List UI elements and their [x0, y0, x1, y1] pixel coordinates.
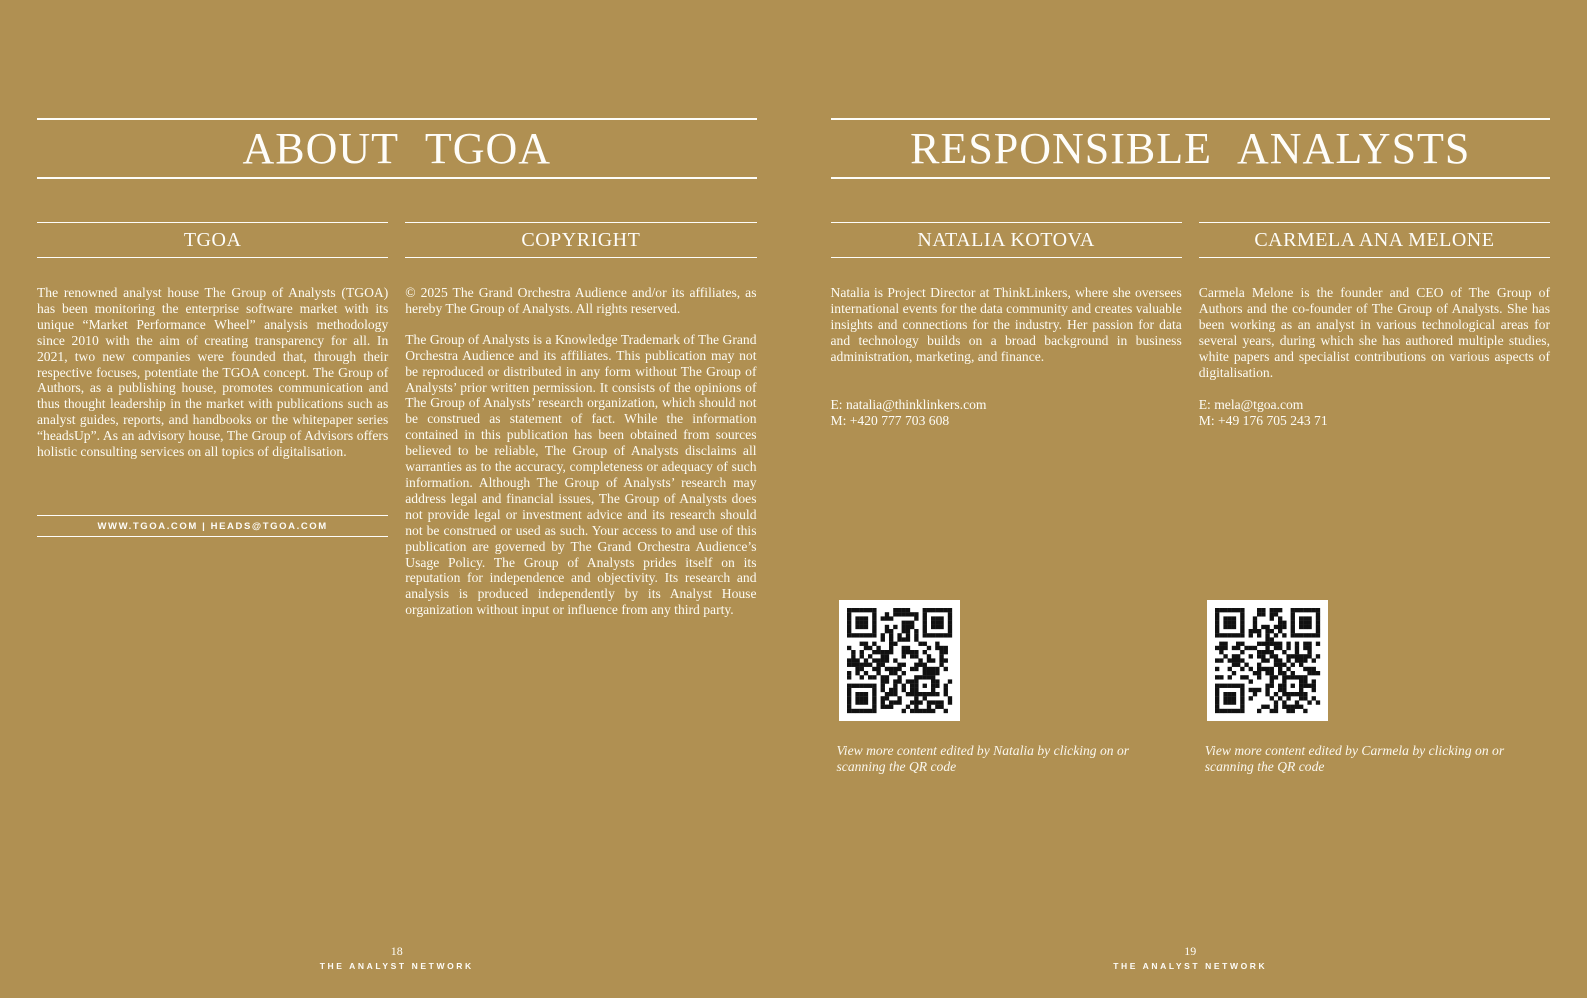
- left-page-footer: [0, 945, 794, 971]
- tgoa-subheader: [37, 222, 388, 258]
- copyright-notice-text: © 2025 The Grand Orchestra Audience and/or its affiliates, as hereby The Group of Analysts. All rights reserved.: [405, 285, 757, 316]
- person-email: E: mela@tgoa.com: [1198, 397, 1304, 412]
- tgoa-heading: TGOA: [183, 228, 242, 251]
- person-name: NATALIA KOTOVA: [917, 228, 1095, 251]
- person-contact-block: [831, 397, 987, 429]
- tgoa-column: [37, 222, 388, 832]
- page-responsible-analysts: [794, 0, 1587, 998]
- person-name: CARMELA ANA MELONE: [1254, 228, 1495, 251]
- natalia-subheader: [831, 222, 1182, 258]
- person-bio: Natalia is Project Director at ThinkLinkers, where she oversees international events for the data community and creates valuable insights and connections for the industry. Her passion for data and technology builds on a broad background in business administration, marketing, and finance.: [830, 285, 1182, 364]
- page-title: RESPONSIBLE ANALYSTS: [910, 124, 1471, 173]
- qr-code[interactable]: [1207, 600, 1328, 721]
- footer-network-label: THE ANALYST NETWORK: [319, 961, 474, 971]
- footer-network-label: THE ANALYST NETWORK: [1113, 961, 1268, 971]
- qr-caption: View more content edited by Carmela by clicking on or scanning the QR code: [1204, 743, 1505, 775]
- copyright-column: [405, 222, 756, 832]
- person-bio: Carmela Melone is the founder and CEO of The Group of Authors and the co-founder of The Group of Analysts. She has been working as an analyst in various technological areas for several years, during which she has authored multiple studies, white papers and specialist contributions on various aspects of digitalisation.: [1198, 285, 1550, 380]
- tgoa-contact-badge-label: WWW.TGOA.COM | HEADS@TGOA.COM: [97, 520, 328, 532]
- right-page-header: [831, 118, 1551, 179]
- tgoa-body-text: The renowned analyst house The Group of Analysts (TGOA) has been monitoring the enterprise software market with its unique “Market Performance Wheel” analysis methodology since 2010 with the aim of creating transparency for all. In 2021, two new companies were founded that, through their respective focuses, potentiate the TGOA concept. The Group of Authors, as a publishing house, promotes communication and thus thought leadership in the market with publications such as analyst guides, reports, and handbooks or the whitepaper series “headsUp”. As an advisory house, The Group of Advisors offers holistic consulting services on all topics of digitalisation.: [37, 285, 389, 460]
- person-email: E: natalia@thinklinkers.com: [830, 397, 987, 412]
- left-page-columns: [37, 222, 757, 832]
- person-mobile: M: +49 176 705 243 71: [1198, 413, 1328, 428]
- copyright-heading: COPYRIGHT: [521, 228, 641, 251]
- person-column-natalia: [831, 222, 1182, 832]
- tgoa-contact-badge[interactable]: [37, 515, 388, 537]
- right-page-columns: [831, 222, 1551, 832]
- page-title: ABOUT TGOA: [242, 124, 552, 173]
- qr-code[interactable]: [839, 600, 960, 721]
- person-contact-block: [1199, 397, 1328, 429]
- copyright-legal-text: The Group of Analysts is a Knowledge Trademark of The Grand Orchestra Audience and its affiliates. This publication may not be reproduced or distributed in any form without The Group of Analysts’ prior written permission. It consists of the opinions of The Group of Analysts’ research organization, which should not be construed as statement of fact. While the information contained in this publication has been obtained from sources believed to be reliable, The Group of Analysts disclaims all warranties as to the accuracy, completeness or adequacy of such information. Although The Group of Analysts’ research may address legal and financial issues, The Group of Analysts does not provide legal or investment advice and its research should not be construed or used as such. Your access to and use of this publication are governed by The Grand Orchestra Audience’s Usage Policy. The Group of Analysts prides itself on its reputation for independence and objectivity. Its research and analysis is produced independently by its Analyst House organization without input or influence from any third party.: [405, 331, 757, 618]
- page-number: 19: [1184, 944, 1197, 958]
- page-number: 18: [390, 944, 403, 958]
- left-page-header: [37, 118, 757, 179]
- right-page-footer: [794, 945, 1587, 971]
- copyright-subheader: [405, 222, 756, 258]
- person-column-carmela: [1199, 222, 1550, 832]
- carmela-subheader: [1199, 222, 1550, 258]
- person-mobile: M: +420 777 703 608: [830, 413, 950, 428]
- qr-caption: View more content edited by Natalia by clicking on or scanning the QR code: [836, 743, 1130, 775]
